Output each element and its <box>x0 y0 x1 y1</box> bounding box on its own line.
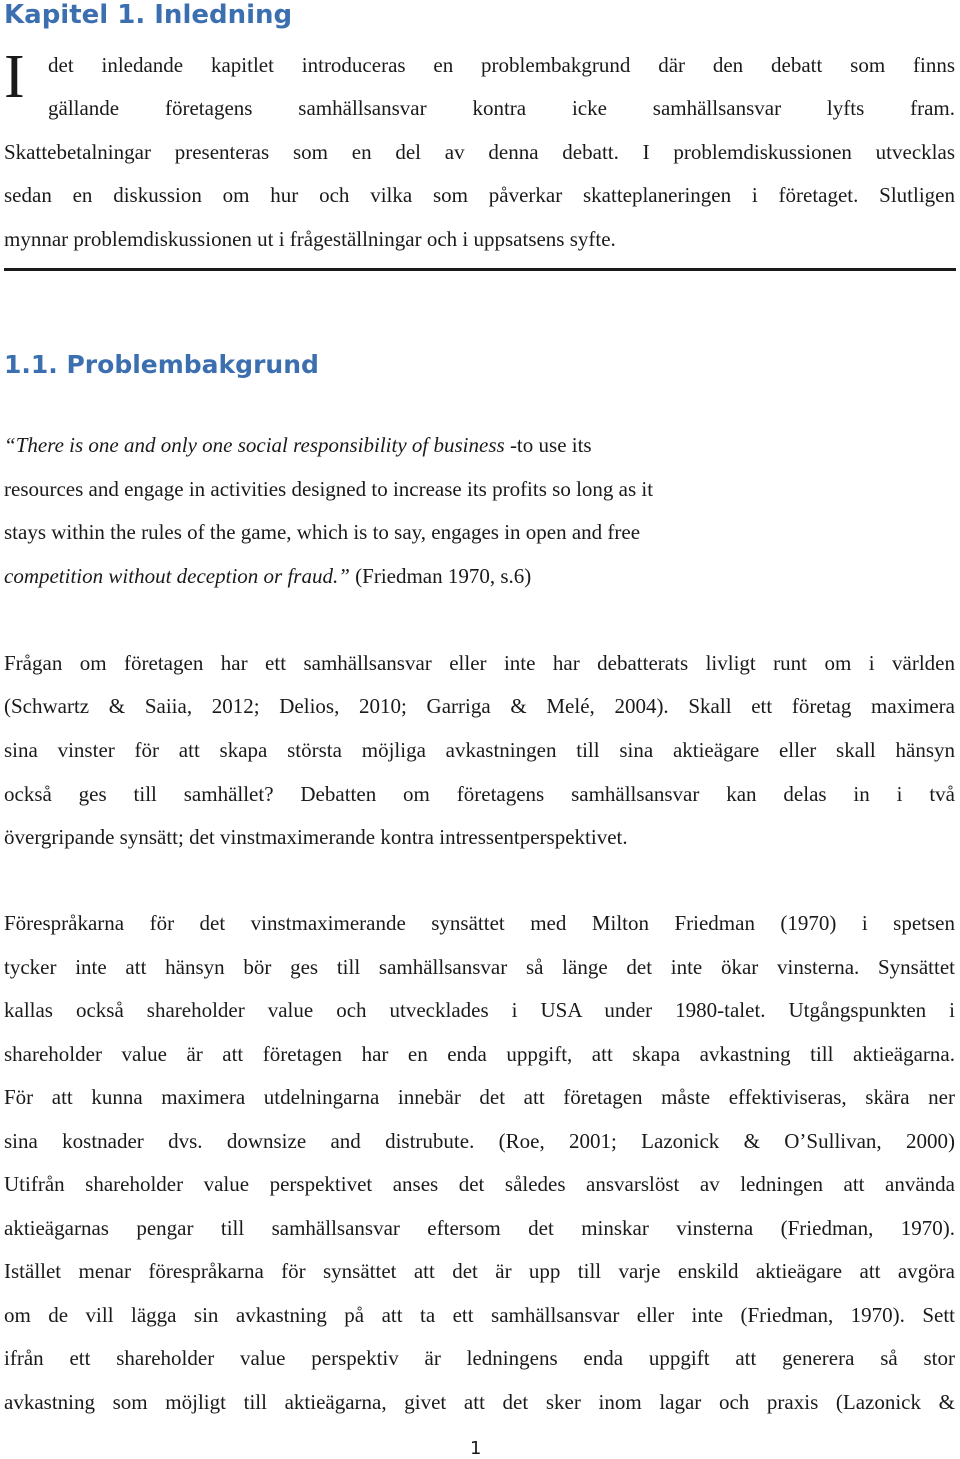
paragraph2-line: kallas också shareholder value och utvecklades i USA under 1980-talet. Utgångspunkten i <box>4 998 955 1022</box>
paragraph2-line: Förespråkarna för det vinstmaximerande synsättet med Milton Friedman (1970) i spetsen <box>4 911 955 935</box>
paragraph2-line: aktieägarnas pengar till samhällsansvar eftersom det minskar vinsterna (Friedman, 1970). <box>4 1216 955 1240</box>
page-number: 1 <box>470 1438 482 1459</box>
quote-line: resources and engage in activities designed to increase its profits so long as it <box>4 477 654 501</box>
paragraph2-line: shareholder value är att företagen har en enda uppgift, att skapa avkastning till aktieägarna. <box>4 1042 955 1066</box>
paragraph2-line: sina kostnader dvs. downsize and distrubute. (Roe, 2001; Lazonick & O’Sullivan, 2000) <box>4 1129 955 1153</box>
paragraph1-line: också ges till samhället? Debatten om företagens samhällsansvar kan delas in i två <box>4 782 955 806</box>
quote-text: -to use its <box>504 433 592 457</box>
paragraph2-line: avkastning som möjligt till aktieägarna, givet att det sker inom lagar och praxis (Lazonick & <box>4 1390 955 1414</box>
paragraph1-line: Frågan om företagen har ett samhällsansvar eller inte har debatterats livligt runt om i världen <box>4 651 955 675</box>
paragraph2-line: Utifrån shareholder value perspektivet anses det således ansvarslöst av ledningen att använda <box>4 1172 955 1196</box>
chapter-title: Kapitel 1. Inledning <box>4 0 293 30</box>
paragraph2-line: För att kunna maximera utdelningarna innebär det att företagen måste effektiviseras, skära ner <box>4 1085 955 1109</box>
quote-open-mark: “ <box>4 433 16 457</box>
paragraph1-line: sina vinster för att skapa största möjliga avkastningen till sina aktieägare eller skall hänsyn <box>4 738 955 762</box>
drop-cap: I <box>4 43 25 111</box>
quote-italic-text: There is one and only one social responsibility of business <box>15 433 505 457</box>
quote-line <box>4 563 955 589</box>
intro-line: sedan en diskussion om hur och vilka som påverkar skatteplaneringen i företaget. Slutligen <box>4 183 955 207</box>
intro-line: det inledande kapitlet introduceras en problembakgrund där den debatt som finns <box>48 53 955 77</box>
paragraph2-line: tycker inte att hänsyn bör ges till samhällsansvar så länge det inte ökar vinsterna. Synsättet <box>4 955 955 979</box>
paragraph1-line: övergripande synsätt; det vinstmaximerande kontra intressentperspektivet. <box>4 825 628 849</box>
quote-citation: (Friedman 1970, s.6) <box>349 564 532 588</box>
paragraph2-line: Istället menar förespråkarna för synsättet att det är upp till varje enskild aktieägare att avgöra <box>4 1259 955 1283</box>
intro-line: Skattebetalningar presenteras som en del av denna debatt. I problemdiskussionen utvecklas <box>4 140 955 164</box>
quote-line: stays within the rules of the game, which is to say, engages in open and free <box>4 520 641 544</box>
paragraph1-line: (Schwartz & Saiia, 2012; Delios, 2010; Garriga & Melé, 2004). Skall ett företag maximera <box>4 694 955 718</box>
intro-divider <box>4 268 956 271</box>
intro-line: mynnar problemdiskussionen ut i frågeställningar och i uppsatsens syfte. <box>4 227 616 251</box>
quote-italic-text: competition without deception or fraud.” <box>4 564 350 588</box>
paragraph2-line: om de vill lägga sin avkastning på att ta ett samhällsansvar eller inte (Friedman, 1970). Sett <box>4 1303 955 1327</box>
intro-line: gällande företagens samhällsansvar kontra icke samhällsansvar lyfts fram. <box>48 96 955 120</box>
section-title: 1.1. Problembakgrund <box>4 350 319 379</box>
paragraph2-line: ifrån ett shareholder value perspektiv är ledningens enda uppgift att generera så stor <box>4 1346 955 1370</box>
quote-line <box>4 432 955 458</box>
